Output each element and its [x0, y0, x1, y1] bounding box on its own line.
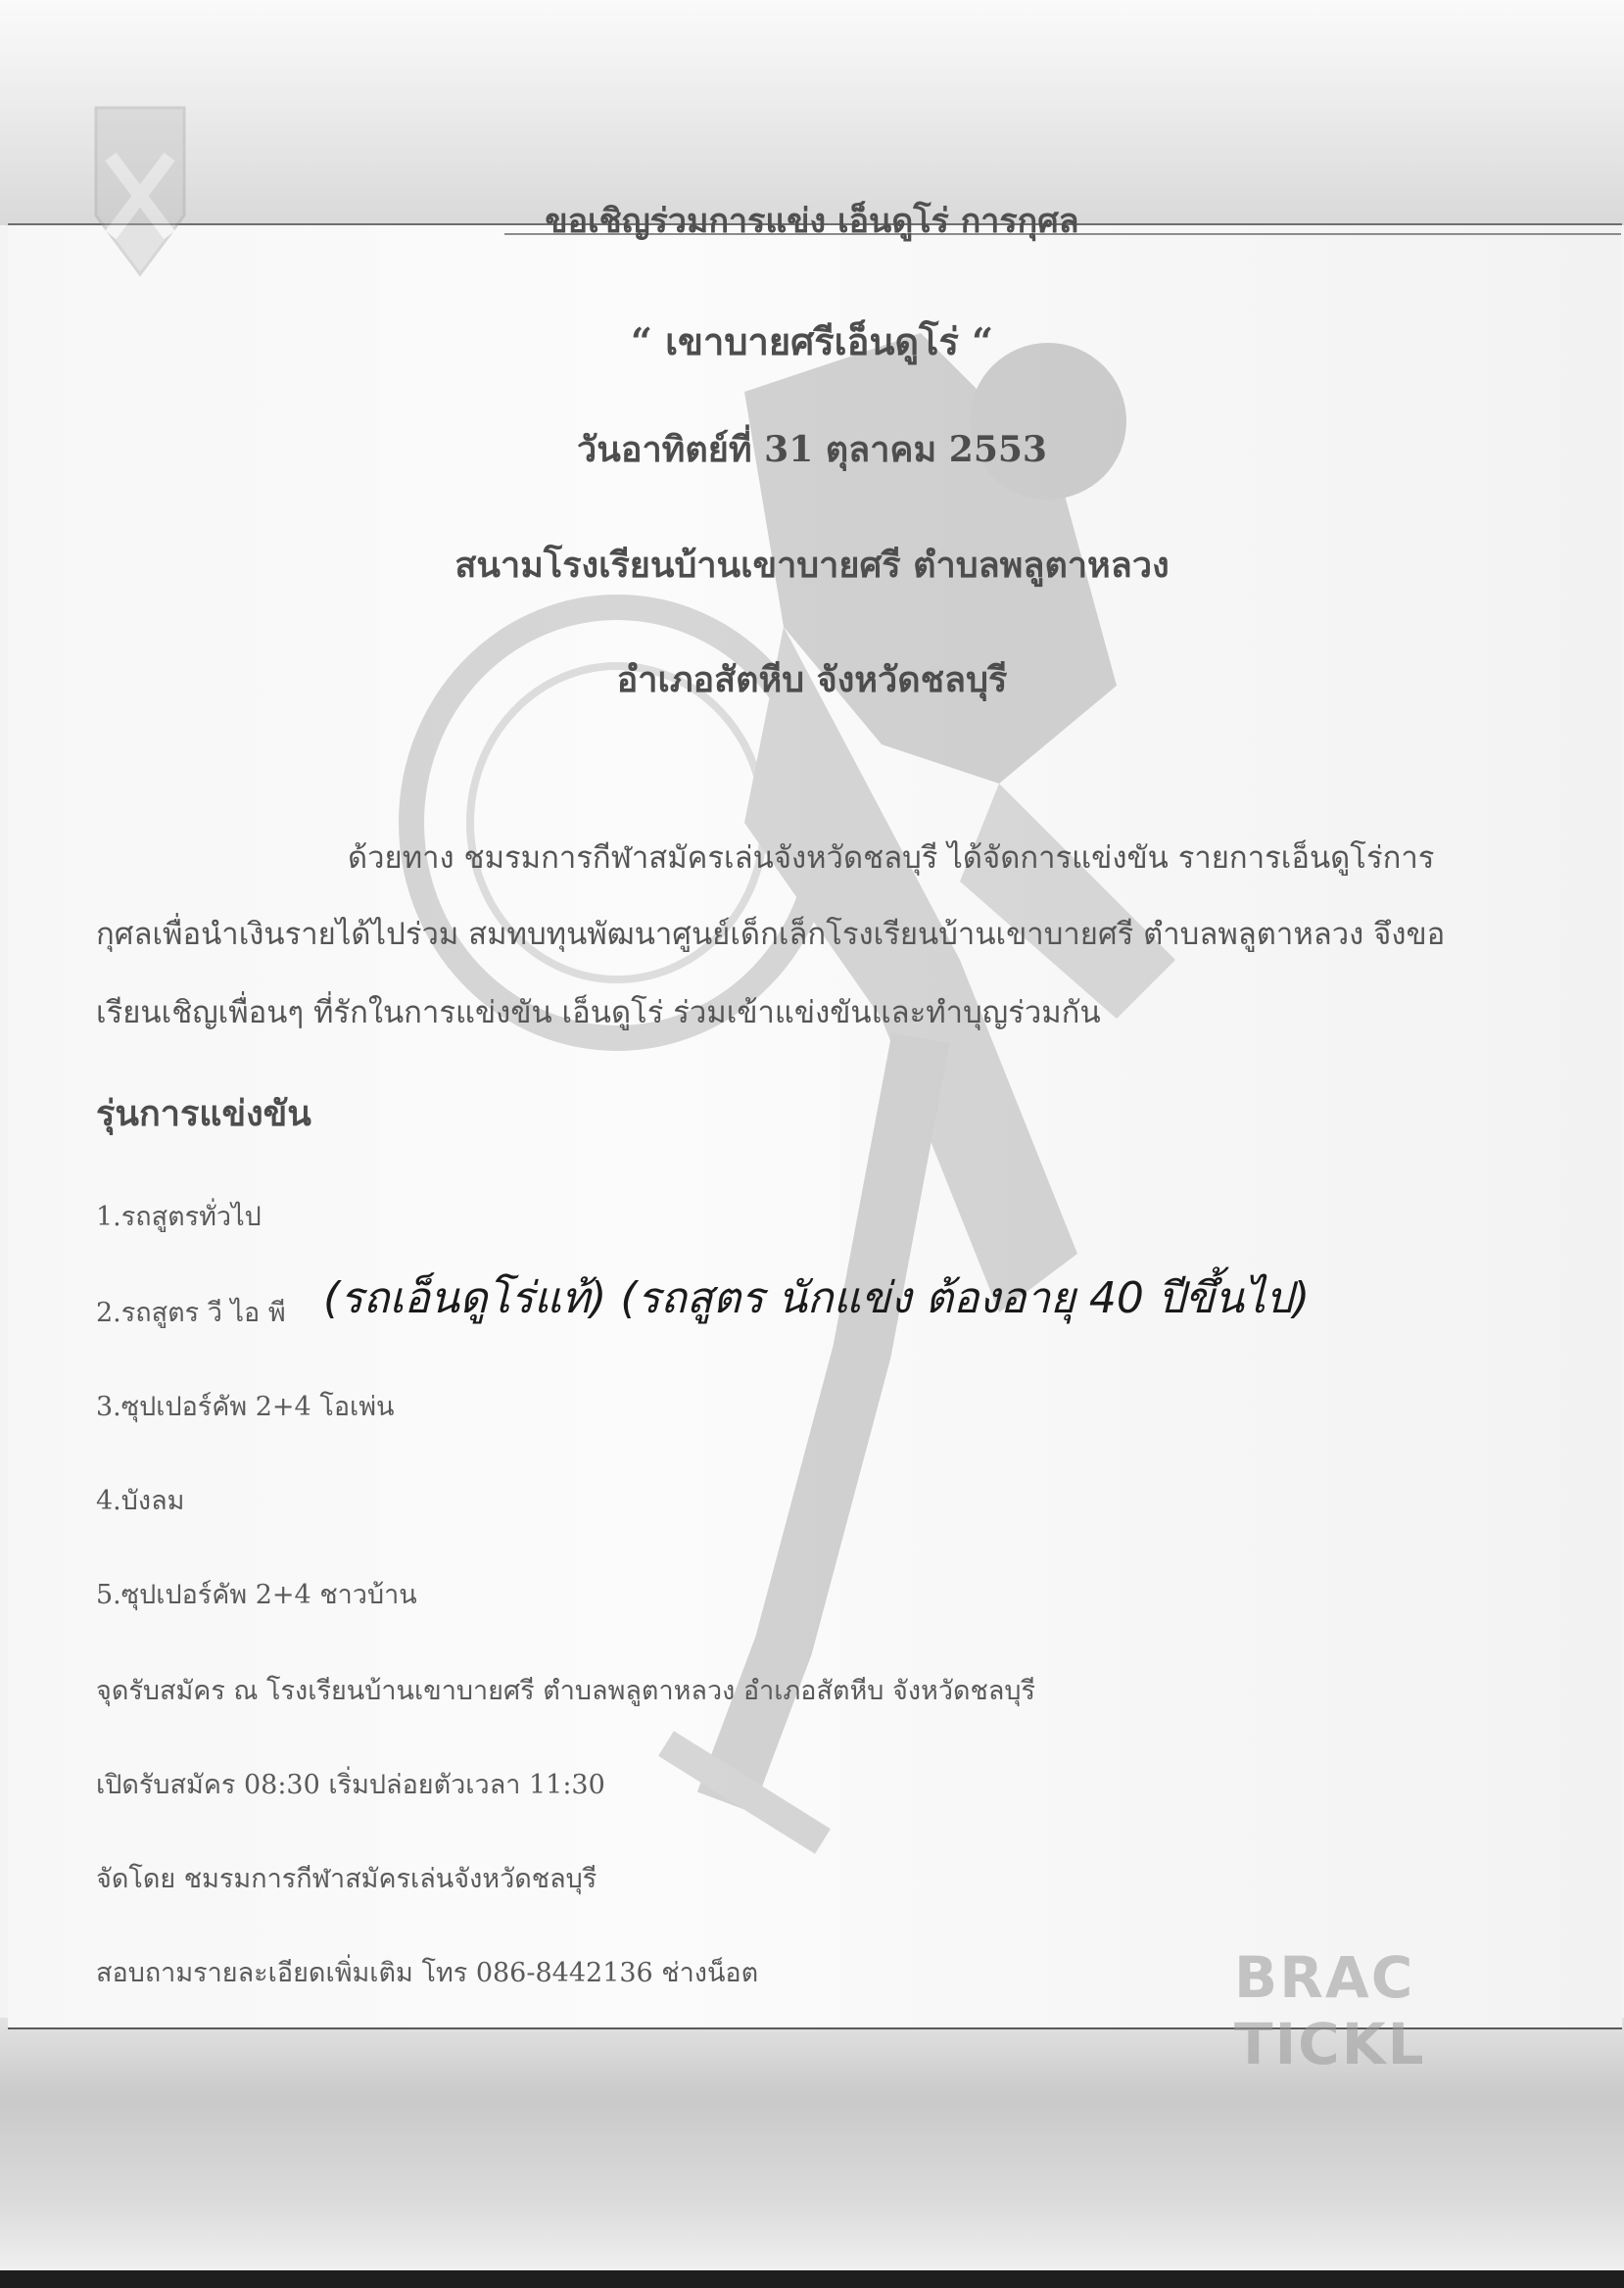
class-item-2: 2.รถสูตร วี ไอ พี	[96, 1298, 286, 1328]
class-item-3: 3.ซุปเปอร์คัพ 2+4 โอเพ่น	[96, 1392, 395, 1422]
handwritten-note-text: (รถเอ็นดูโร่แท้) (รถสูตร นักแข่ง ต้องอายุ 40 ปีขึ้นไป)	[323, 1273, 1311, 1323]
body-paragraph-line-2: กุศลเพื่อนำเงินรายได้ไปร่วม สมทบทุนพัฒนาศูนย์เด็กเล็กโรงเรียนบ้านเขาบายศรี ตำบลพลูตาหลวง จึงขอ	[96, 917, 1446, 952]
body-paragraph-line-3: เรียนเชิญเพื่อนๆ ที่รักในการแข่งขัน เอ็นดูโร่ ร่วมเข้าแข่งขันและทำบุญร่วมกัน	[96, 995, 1101, 1030]
event-venue: สนามโรงเรียนบ้านเขาบายศรี ตำบลพลูตาหลวง	[454, 545, 1170, 586]
class-item-5: 5.ซุปเปอร์คัพ 2+4 ชาวบ้าน	[96, 1580, 417, 1610]
background-brand-text: BRAC TICKL	[1234, 1944, 1426, 2077]
classes-title: รุ่นการแข่งขัน	[96, 1093, 311, 1134]
event-date: วันอาทิตย์ที่ 31 ตุลาคม 2553	[577, 429, 1047, 470]
event-name: “ เขาบายศรีเอ็นดูโร่ “	[630, 319, 994, 363]
event-district: อำเภอสัตหีบ จังหวัดชลบุรี	[616, 659, 1008, 700]
scan-top-band	[0, 0, 1624, 225]
contact-info: สอบถามรายละเอียดเพิ่มเติม โทร 086-8442136 ช่างน็อต	[96, 1958, 759, 1988]
invitation-heading: ขอเชิญร่วมการแข่ง เอ็นดูโร่ การกุศล	[545, 202, 1079, 241]
registration-time: เปิดรับสมัคร 08:30 เริ่มปล่อยตัวเวลา 11:30	[96, 1770, 605, 1800]
class-item-4: 4.บังลม	[96, 1486, 185, 1516]
body-paragraph-line-1: ด้วยทาง ชมรมการกีฬาสมัครเล่นจังหวัดชลบุรี ได้จัดการแข่งขัน รายการเอ็นดูโร่การ	[348, 840, 1435, 876]
handwritten-note	[323, 1244, 1587, 1342]
corner-logo-icon	[86, 98, 194, 284]
scan-bottom-edge	[0, 2270, 1624, 2288]
organizer: จัดโดย ชมรมการกีฬาสมัครเล่นจังหวัดชลบุรี	[96, 1864, 597, 1894]
motocross-rider-watermark	[372, 274, 1254, 1861]
class-item-1: 1.รถสูตรทั่วไป	[96, 1202, 262, 1232]
registration-place: จุดรับสมัคร ณ โรงเรียนบ้านเขาบายศรี ตำบลพลูตาหลวง อำเภอสัตหีบ จังหวัดชลบุรี	[96, 1676, 1036, 1706]
